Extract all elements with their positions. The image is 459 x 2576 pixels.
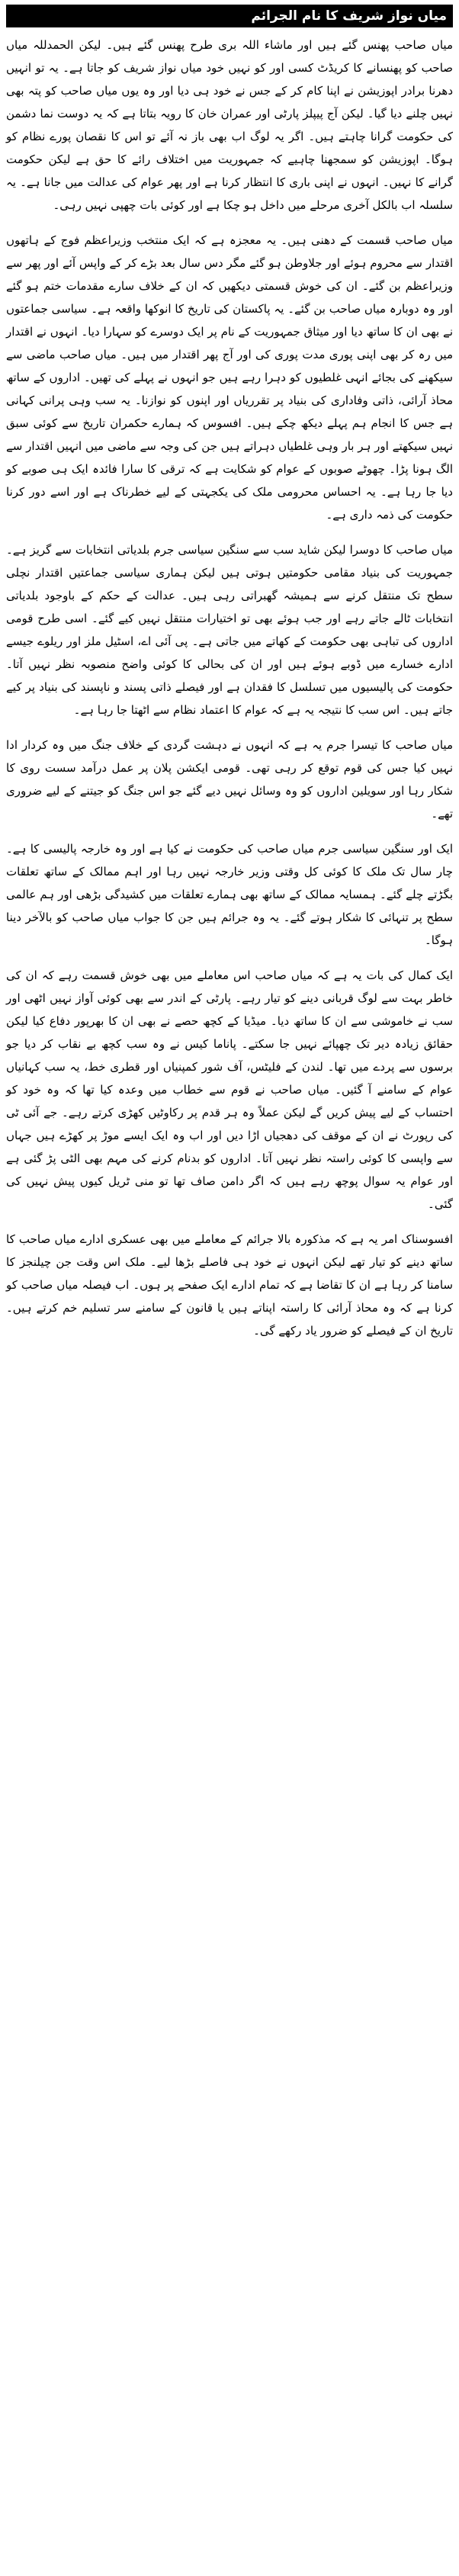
article-paragraph: ایک اور سنگین سیاسی جرم میاں صاحب کی حکومت نے کیا ہے اور وہ خارجہ پالیسی کا ہے۔ چار سال تک ملک کا کوئی کل وقتی وزیر خارجہ نہیں رہا اور اہم ممالک کے ساتھ تعلقات بگڑتے چلے گئے۔ ہمسایہ ممالک کے ساتھ بھی ہمارے تعلقات میں کشیدگی بڑھی اور ہم عالمی سطح پر تنہائی کا شکار ہوتے گئے۔ یہ وہ جرائم ہیں جن کا جواب میاں صاحب کو بالآخر دینا ہوگا۔ <box>6 842 453 947</box>
article-paragraph: ایک کمال کی بات یہ ہے کہ میاں صاحب اس معاملے میں بھی خوش قسمت رہے کہ ان کی خاطر بہت سے لوگ قربانی دینے کو تیار رہے۔ پارٹی کے اندر سے بھی کوئی آواز نہیں اٹھی اور سب نے خاموشی سے ان کا ساتھ دیا۔ میڈیا کے کچھ حصے نے بھی ان کا بھرپور دفاع کیا لیکن حقائق زیادہ دیر تک چھپائے نہیں جا سکتے۔ پاناما کیس نے وہ سب کچھ بے نقاب کر دیا جو برسوں سے پردے میں تھا۔ لندن کے فلیٹس، آف شور کمپنیاں اور قطری خط، یہ سب کہانیاں عوام کے سامنے آ گئیں۔ میاں صاحب نے قوم سے خطاب میں وعدہ کیا تھا کہ وہ خود کو احتساب کے لیے پیش کریں گے لیکن عملاً وہ ہر قدم پر رکاوٹیں کھڑی کرتے رہے۔ جے آئی ٹی کی رپورٹ نے ان کے موقف کی دھجیاں اڑا دیں اور اب وہ ایک ایسے موڑ پر کھڑے ہیں جہاں سے واپسی کا کوئی راستہ نظر نہیں آتا۔ اداروں کو بدنام کرنے کی مہم بھی الٹی پڑ گئی ہے اور عوام یہ سوال پوچھ رہے ہیں کہ اگر دامن صاف تھا تو منی ٹریل کیوں پیش نہیں کی گئی۔ <box>6 968 453 1211</box>
article-paragraph: میاں صاحب قسمت کے دھنی ہیں۔ یہ معجزہ ہے کہ ایک منتخب وزیراعظم فوج کے ہاتھوں اقتدار سے محروم ہوئے اور جلاوطن ہو گئے مگر دس سال بعد بڑے کر کے واپس آئے اور پھر سے وزیراعظم بن گئے۔ ان کی خوش قسمتی دیکھیں کہ ان کے خلاف سارے مقدمات ختم ہو گئے اور وہ دوبارہ میاں صاحب بن گئے۔ یہ پاکستان کی تاریخ کا انوکھا واقعہ ہے۔ سیاسی جماعتوں نے بھی ان کا ساتھ دیا اور میثاق جمہوریت کے نام پر ایک دوسرے کو سہارا دیا۔ انہوں نے اقتدار میں رہ کر بھی اپنی پوری مدت پوری کی اور آج پھر اقتدار میں ہیں۔ میاں صاحب ماضی سے سیکھنے کی بجائے انہی غلطیوں کو دہرا رہے ہیں جو انہوں نے پہلے کی تھیں۔ اداروں کے ساتھ محاذ آرائی، ذاتی وفاداری کی بنیاد پر تقرریاں اور اپنوں کو نوازنا۔ یہ سب وہی پرانی کہانی ہے جس کا انجام ہم پہلے دیکھ چکے ہیں۔ افسوس کہ ہمارے حکمران تاریخ سے کوئی سبق نہیں سیکھتے اور ہر بار وہی غلطیاں دہراتے ہیں جن کی وجہ سے ماضی میں انہیں اقتدار سے الگ ہونا پڑا۔ چھوٹے صوبوں کے عوام کو شکایت ہے کہ ترقی کا سارا فائدہ ایک ہی صوبے کو دیا جا رہا ہے۔ یہ احساس محرومی ملک کی یکجہتی کے لیے خطرناک ہے اور اسے دور کرنا حکومت کی ذمہ داری ہے۔ <box>6 233 453 522</box>
article-paragraph: میاں صاحب کا دوسرا لیکن شاید سب سے سنگین سیاسی جرم بلدیاتی انتخابات سے گریز ہے۔ جمہوریت کی بنیاد مقامی حکومتیں ہوتی ہیں لیکن ہماری سیاسی جماعتیں اقتدار نچلی سطح تک منتقل کرنے سے ہمیشہ گھبراتی رہی ہیں۔ عدالت کے حکم کے باوجود بلدیاتی انتخابات ٹالے جاتے رہے اور جب ہوئے بھی تو اختیارات منتقل نہیں کیے گئے۔ اسی طرح قومی اداروں کی تباہی بھی حکومت کے کھاتے میں جاتی ہے۔ پی آئی اے، اسٹیل ملز اور ریلوے جیسے ادارے خسارے میں ڈوبے ہوئے ہیں اور ان کی بحالی کا کوئی واضح منصوبہ نظر نہیں آتا۔ حکومت کی پالیسیوں میں تسلسل کا فقدان ہے اور فیصلے ذاتی پسند و ناپسند کی بنیاد پر کیے جاتے ہیں۔ اس سب کا نتیجہ یہ ہے کہ عوام کا اعتماد نظام سے اٹھتا جا رہا ہے۔ <box>6 543 453 717</box>
article-title: میاں نواز شریف کا نام الجرائم <box>6 5 453 27</box>
article-paragraph: میاں صاحب کا تیسرا جرم یہ ہے کہ انہوں نے دہشت گردی کے خلاف جنگ میں وہ کردار ادا نہیں کیا جس کی قوم توقع کر رہی تھی۔ قومی ایکشن پلان پر عمل درآمد سست روی کا شکار رہا اور سویلین اداروں کو وہ وسائل نہیں دیے گئے جو اس جنگ کو جیتنے کے لیے ضروری تھے۔ <box>6 738 453 821</box>
article-paragraph: میاں صاحب پھنس گئے ہیں اور ماشاء اللہ بری طرح پھنس گئے ہیں۔ لیکن الحمدللہ میاں صاحب کو پھنسانے کا کریڈٹ کسی اور کو نہیں خود میاں نواز شریف کو جاتا ہے۔ یہ تو انہیں دھرنا برادر اپوزیشن نے اپنا کام کر کے جس نے خود ہی دیا اور وہ یوں میاں صاحب کو پتہ بھی نہیں چلنے دیا گیا۔ لیکن آج پیپلز پارٹی اور عمران خان کا رویہ بتاتا ہے کہ یہ دوست نما دشمن کی حکومت گرانا چاہتے ہیں۔ اگر یہ لوگ اب بھی باز نہ آئے تو اس کا نقصان پورے نظام کو ہوگا۔ اپوزیشن کو سمجھنا چاہیے کہ جمہوریت میں اختلاف رائے کا حق ہے لیکن حکومت گرانے کا نہیں۔ انہوں نے اپنی باری کا انتظار کرنا ہے اور پھر عوام کی عدالت میں جانا ہے۔ یہ سلسلہ اب بالکل آخری مرحلے میں داخل ہو چکا ہے اور کوئی بات چھپی نہیں رہی۔ <box>6 38 453 212</box>
article-body <box>6 34 453 1342</box>
article-paragraph: افسوسناک امر یہ ہے کہ مذکورہ بالا جرائم کے معاملے میں بھی عسکری ادارے میاں صاحب کا ساتھ دینے کو تیار تھے لیکن انہوں نے خود ہی فاصلے بڑھا لیے۔ ملک اس وقت جن چیلنجز کا سامنا کر رہا ہے ان کا تقاضا ہے کہ تمام ادارے ایک صفحے پر ہوں۔ اب فیصلہ میاں صاحب کو کرنا ہے کہ وہ محاذ آرائی کا راستہ اپناتے ہیں یا قانون کے سامنے سر تسلیم خم کرتے ہیں۔ تاریخ ان کے فیصلے کو ضرور یاد رکھے گی۔ <box>6 1232 453 1338</box>
